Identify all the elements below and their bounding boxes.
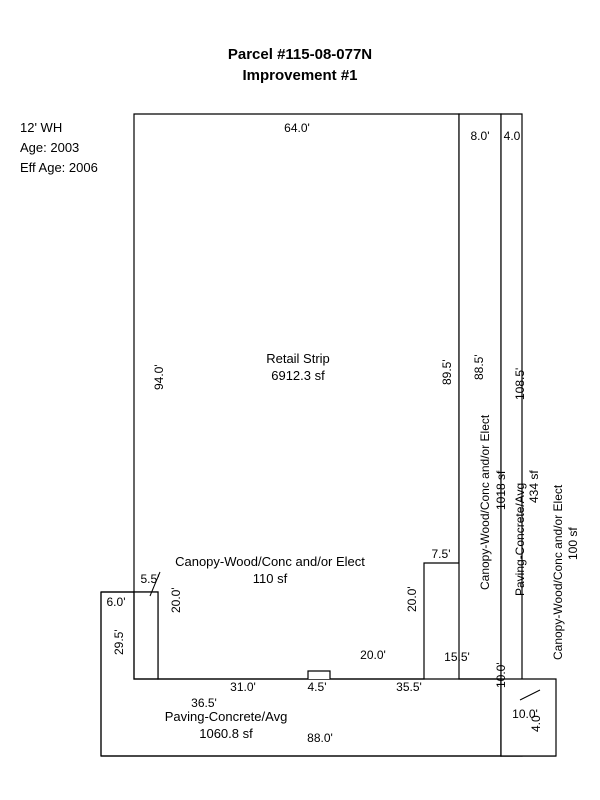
dim-mid-vert-20: 20.0' (405, 586, 419, 612)
dim-canopy-right: 88.5' (472, 354, 486, 380)
improvement-notes (20, 118, 98, 178)
jog-notch (308, 671, 330, 679)
dim-bottom-seg-31: 31.0' (230, 680, 256, 694)
dim-far-right-bottom: 4.0 (529, 715, 543, 732)
title-line-2: Improvement #1 (242, 67, 358, 84)
area-size-paving-column: 434 sf (527, 470, 541, 503)
dim-canopy-small-width: 5.5' (140, 572, 160, 586)
dim-top-canopy: 8.0' (470, 129, 490, 143)
area-size: 1060.8 sf (199, 726, 253, 741)
area-name: Paving-Concrete/Avg (164, 709, 288, 724)
area-size: 6912.3 sf (271, 368, 325, 383)
title-line-1: Parcel #115-08-077N (227, 46, 373, 63)
dim-jog-75: 7.5' (431, 547, 451, 561)
dim-bottom-overall: 88.0' (307, 731, 333, 745)
dim-far-right: 108.5' (513, 367, 527, 400)
dim-bottom-paving-left: 36.5' (191, 696, 217, 710)
area-name: Retail Strip (266, 351, 330, 366)
area-name: Canopy-Wood/Conc and/or Elect (175, 554, 365, 569)
note-age: Age: 2003 (20, 140, 80, 155)
dim-canopy-small-height: 20.0' (169, 587, 183, 613)
area-label-canopy-column: Canopy-Wood/Conc and/or Elect (478, 414, 492, 590)
area-size-canopy-bottom-right: 100 sf (566, 527, 580, 560)
dim-canopy-small-left: 6.0' (106, 595, 126, 609)
dim-bottom-seg-355: 35.5' (396, 680, 422, 694)
dim-right-10: 10.0' (494, 662, 508, 688)
area-size-canopy-column: 1018 sf (494, 470, 508, 510)
dim-right-inner: 89.5' (440, 359, 454, 385)
paving-column-outline (501, 114, 522, 756)
canopy-small-outline (134, 592, 158, 679)
area-label-retail-strip (266, 350, 330, 384)
note-wall-height: 12' WH (20, 120, 63, 135)
dim-bottom-seg-155: 15.5' (444, 650, 470, 664)
dim-left-paving: 29.5' (112, 629, 126, 655)
dim-bottom-10: 10.0' (512, 707, 538, 721)
area-size: 110 sf (252, 571, 288, 586)
dim-bottom-seg-45: 4.5' (307, 680, 327, 694)
area-label-paving-column: Paving-Concrete/Avg (513, 482, 527, 596)
dim-left-main: 94.0' (152, 364, 166, 390)
page-title (0, 44, 600, 86)
dim-top-main: 64.0' (284, 121, 310, 135)
dim-top-right: 4.0 (503, 129, 521, 143)
area-label-canopy-bottom-right: Canopy-Wood/Conc and/or Elect (551, 484, 565, 660)
note-eff-age: Eff Age: 2006 (20, 160, 98, 175)
area-label-canopy-small (175, 553, 365, 587)
dim-bottom-seg-20: 20.0' (360, 648, 386, 662)
area-label-paving (165, 708, 288, 742)
canopy-column-outline (459, 114, 501, 679)
